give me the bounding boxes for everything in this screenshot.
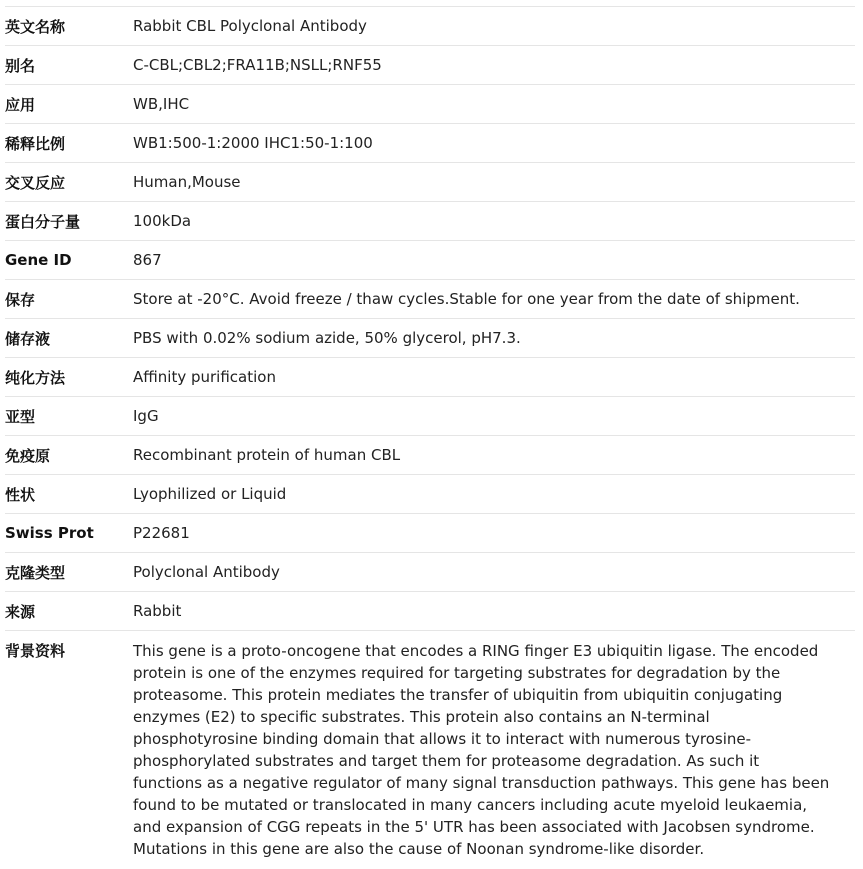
spec-row-immunogen	[5, 436, 855, 475]
spec-row-background	[5, 631, 855, 861]
spec-row-storage	[5, 280, 855, 319]
spec-label: 纯化方法	[5, 358, 133, 397]
background-text	[133, 631, 855, 861]
spec-row-form	[5, 475, 855, 514]
spec-row-gene-id	[5, 241, 855, 280]
spec-value: Human,Mouse	[133, 163, 855, 202]
spec-row-storage-buffer	[5, 319, 855, 358]
spec-value: P22681	[133, 514, 855, 553]
spec-label: 来源	[5, 592, 133, 631]
background-line: enzymes (E2) to specific substrates. This protein also contains an N-terminal	[133, 708, 710, 726]
spec-value: PBS with 0.02% sodium azide, 50% glycerol, pH7.3.	[133, 319, 855, 358]
spec-label: 背景资料	[5, 642, 66, 660]
spec-value: WB,IHC	[133, 85, 855, 124]
spec-label: 蛋白分子量	[5, 202, 133, 241]
spec-row-english-name	[5, 7, 855, 46]
spec-label: 交叉反应	[5, 163, 133, 202]
spec-label: 应用	[5, 85, 133, 124]
spec-row-cross-reactivity	[5, 163, 855, 202]
spec-value: WB1:500-1:2000 IHC1:50-1:100	[133, 124, 855, 163]
spec-label: 克隆类型	[5, 553, 133, 592]
spec-row-clonality	[5, 553, 855, 592]
spec-row-swiss-prot	[5, 514, 855, 553]
spec-row-purification	[5, 358, 855, 397]
spec-value: IgG	[133, 397, 855, 436]
background-line: proteasome. This protein mediates the transfer of ubiquitin from ubiquitin conjugating	[133, 686, 783, 704]
spec-value: Affinity purification	[133, 358, 855, 397]
spec-row-alias	[5, 46, 855, 85]
background-line: protein is one of the enzymes required for targeting substrates for degradation by the	[133, 664, 781, 682]
spec-row-dilution	[5, 124, 855, 163]
spec-label: Gene ID	[5, 241, 133, 280]
background-line: This gene is a proto-oncogene that encodes a RING finger E3 ubiquitin ligase. The encoded	[133, 642, 819, 660]
spec-label: 稀释比例	[5, 124, 133, 163]
spec-value: Polyclonal Antibody	[133, 553, 855, 592]
spec-label: Swiss Prot	[5, 514, 133, 553]
spec-row-isotype	[5, 397, 855, 436]
spec-value: Store at -20°C. Avoid freeze / thaw cycles.Stable for one year from the date of shipment.	[133, 280, 855, 319]
spec-label: 储存液	[5, 319, 133, 358]
spec-label: 别名	[5, 46, 133, 85]
spec-value: Lyophilized or Liquid	[133, 475, 855, 514]
background-line: functions as a negative regulator of many signal transduction pathways. This gene has been	[133, 774, 830, 792]
spec-label: 英文名称	[5, 7, 133, 46]
spec-label: 亚型	[5, 397, 133, 436]
spec-row-molecular-weight	[5, 202, 855, 241]
spec-row-host	[5, 592, 855, 631]
background-line: and expansion of CGG repeats in the 5' UTR has been associated with Jacobsen syndrome.	[133, 818, 815, 836]
spec-value: C-CBL;CBL2;FRA11B;NSLL;RNF55	[133, 46, 855, 85]
spec-value: 867	[133, 241, 855, 280]
product-spec-table	[5, 6, 855, 860]
background-line: Mutations in this gene are also the cause of Noonan syndrome-like disorder.	[133, 840, 705, 858]
background-line: phosphorylated substrates and target them for proteasome degradation. As such it	[133, 752, 760, 770]
spec-value: Rabbit CBL Polyclonal Antibody	[133, 7, 855, 46]
spec-value: 100kDa	[133, 202, 855, 241]
background-line: found to be mutated or translocated in many cancers including acute myeloid leukaemia,	[133, 796, 808, 814]
spec-label: 保存	[5, 280, 133, 319]
spec-label: 性状	[5, 475, 133, 514]
spec-label: 免疫原	[5, 436, 133, 475]
background-line: phosphotyrosine binding domain that allows it to interact with numerous tyrosine-	[133, 730, 752, 748]
spec-value: Rabbit	[133, 592, 855, 631]
spec-row-application	[5, 85, 855, 124]
spec-value: Recombinant protein of human CBL	[133, 436, 855, 475]
